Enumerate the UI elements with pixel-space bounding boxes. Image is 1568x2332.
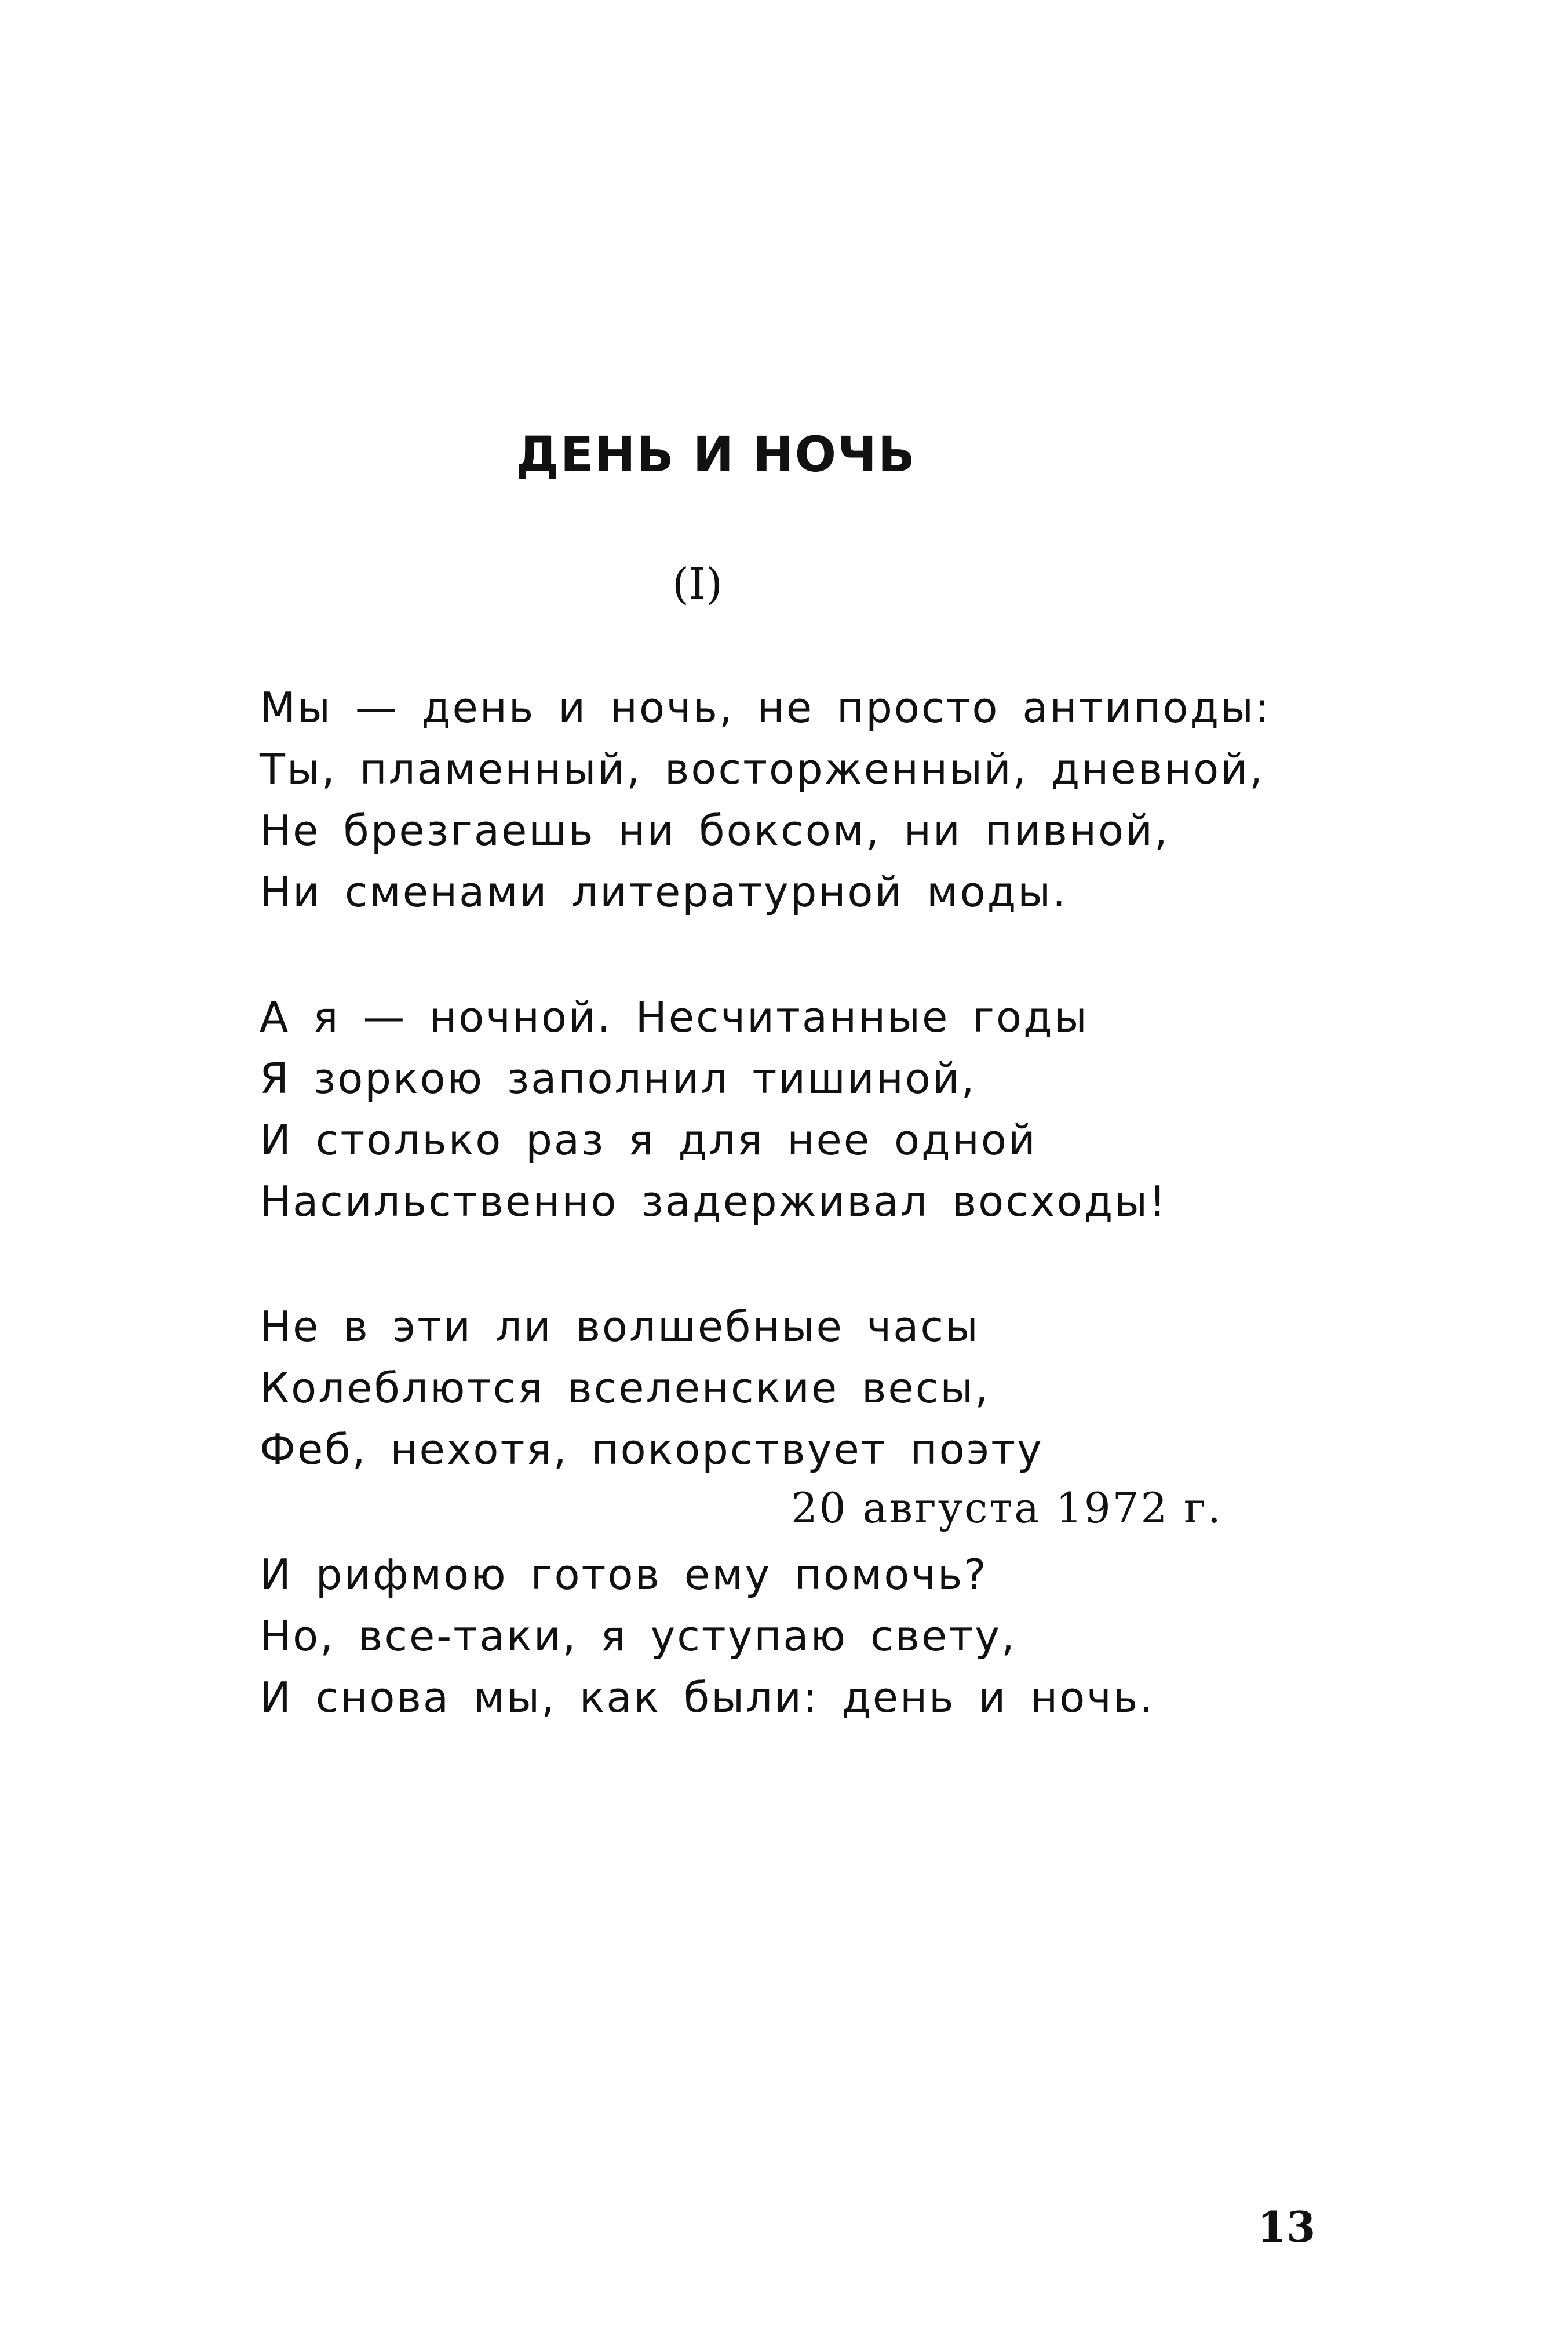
page-number: 13 <box>1257 2202 1316 2251</box>
poem-line: Не брезгаешь ни боксом, ни пивной, <box>260 806 1169 855</box>
poem-line: А я — ночной. Несчитанные годы <box>260 993 1089 1041</box>
poem-line: Ты, пламенный, восторженный, дневной, <box>260 745 1264 793</box>
poem-line: Ни сменами литературной моды. <box>260 868 1068 916</box>
stanza-4 <box>260 1544 1419 1728</box>
poem-line: Насильственно задерживал восходы! <box>260 1177 1168 1226</box>
poem-line: Я зоркою заполнил тишиной, <box>260 1054 976 1103</box>
poem-line: Не в эти ли волшебные часы <box>260 1302 980 1351</box>
poem-line: И столько раз я для нее одной <box>260 1116 1037 1164</box>
stanza-3 <box>260 1296 1419 1480</box>
poem-line: Колеблются вселенские весы, <box>260 1364 990 1412</box>
stanza-1 <box>260 677 1419 923</box>
stanza-2 <box>260 986 1419 1232</box>
poem-line: Феб, нехотя, покорствует поэту <box>260 1425 1044 1474</box>
poem-title: ДЕНЬ И НОЧЬ <box>516 426 916 483</box>
poem-line: Но, все-таки, я уступаю свету, <box>260 1612 1016 1660</box>
poem-body <box>260 677 1419 1792</box>
poem-line: И рифмою готов ему помочь? <box>260 1550 988 1599</box>
poem-part-number: (I) <box>672 559 723 609</box>
poem-line: И снова мы, как были: день и ночь. <box>260 1673 1155 1722</box>
poem-line: Мы — день и ночь, не просто антиподы: <box>260 683 1271 732</box>
poem-date: 20 августа 1972 г. <box>791 1484 1223 1532</box>
